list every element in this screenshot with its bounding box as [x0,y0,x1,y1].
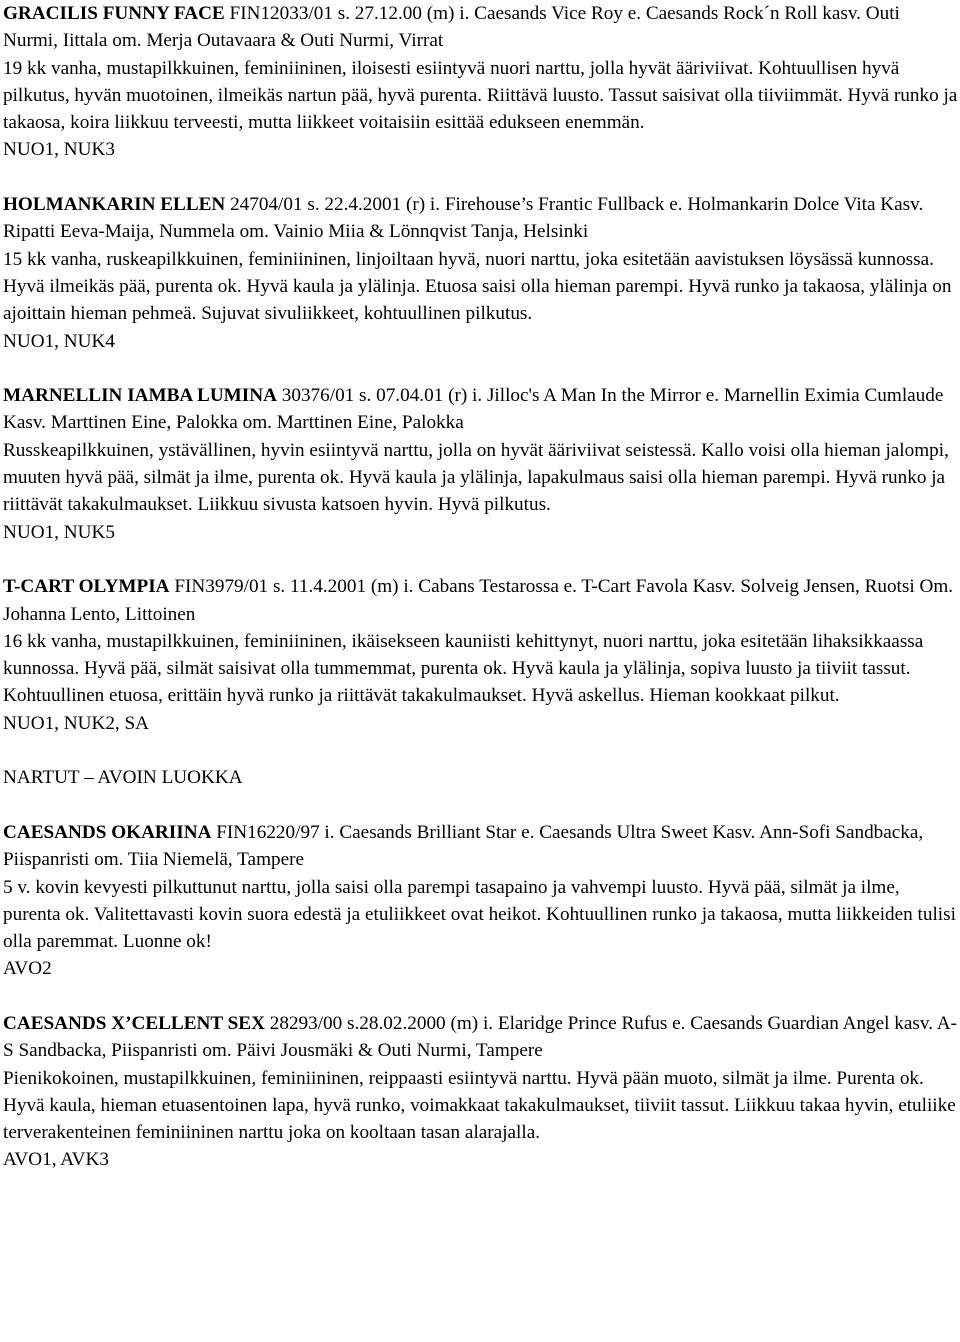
document-page [3,0,958,1174]
critique-text: 5 v. kovin kevyesti pilkuttunut narttu, jolla saisi olla parempi tasapaino ja vahvempi luusto. Hyvä pää, silmät ja ilme, purenta ok. Valitettavasti kovin suora edestä ja etuliikkeet ovat heikot. Kohtuullinen runko ja takaosa, mutta liikkeiden tulisi olla paremmat. Luonne ok! [3,876,956,953]
entry-gracilis-funny-face [3,0,958,164]
dog-info: FIN12033/01 s. 27.12.00 (m) i. Caesands Vice Roy e. Caesands Rock´n Roll kasv. Outi Nurmi, Iittala om. Merja Outavaara & Outi Nurmi, Virrat [3,3,900,52]
result-text: AVO2 [3,958,52,980]
spacer [3,355,958,382]
dog-name: HOLMANKARIN ELLEN [3,194,226,216]
critique-text: 19 kk vanha, mustapilkkuinen, feminiininen, iloisesti esiintyvä nuori narttu, jolla hyvät ääriviivat. Kohtuullisen hyvä pilkutus, hyvän muotoinen, ilmeikäs nartun pää, hyvä purenta. Riittävä luusto. Tassut saisivat olla tiiviimmät. Hyvä runko ja takaosa, koira liikkuu terveesti, mutta liikkeet voitaisiin esittää edukseen enemmän. [3,57,958,134]
dog-name: MARNELLIN IAMBA LUMINA [3,385,277,407]
entry-holmankarin-ellen [3,191,958,355]
result-text: NUO1, NUK5 [3,521,115,543]
critique-text: Russkeapilkkuinen, ystävällinen, hyvin esiintyvä narttu, jolla on hyvät ääriviivat seistessä. Kallo voisi olla hieman jalompi, muuten hyvä pää, silmät ja ilme, purenta ok. Hyvä kaula ja ylälinja, lapakulmaus saisi olla hieman parempi. Hyvä runko ja riittävät takakulmaukset. Liikkuu sivusta katsoen hyvin. Hyvä pilkutus. [3,439,949,516]
result-text: AVO1, AVK3 [3,1149,109,1171]
entry-t-cart-olympia [3,573,958,737]
dog-info: FIN16220/97 i. Caesands Brilliant Star e. Caesands Ultra Sweet Kasv. Ann-Sofi Sandbacka, Piispanristi om. Tiia Niemelä, Tampere [3,821,924,871]
dog-info: 30376/01 s. 07.04.01 (r) i. Jilloc's A Man In the Mirror e. Marnellin Eximia Cumlaude Kasv. Marttinen Eine, Palokka om. Marttinen Eine, Palokka [3,385,944,434]
entry-header [3,191,958,246]
dog-info: 28293/00 s.28.02.2000 (m) i. Elaridge Prince Rufus e. Caesands Guardian Angel kasv. A-S Sandbacka, Piispanristi om. Päivi Jousmäki & Outi Nurmi, Tampere [3,1012,958,1062]
dog-info: 24704/01 s. 22.4.2001 (r) i. Firehouse’s Frantic Fullback e. Holmankarin Dolce Vita Kasv. Ripatti Eeva-Maija, Nummela om. Vainio Miia & Lönnqvist Tanja, Helsinki [3,194,924,243]
spacer [3,164,958,191]
result-text: NUO1, NUK2, SA [3,712,150,734]
result-text: NUO1, NUK4 [3,330,115,352]
entry-header [3,0,958,55]
spacer [3,983,958,1010]
critique-text: 16 kk vanha, mustapilkkuinen, feminiininen, ikäisekseen kauniisti kehittynyt, nuori narttu, joka esitetään lihaksikkaassa kunnossa. Hyvä pää, silmät saisivat olla tummemmat, purenta ok. Hyvä kaula ja ylälinja, sopiva luusto ja tiiviit tassut. Kohtuullinen etuosa, erittäin hyvä runko ja riittävät takakulmaukset. Hyvä askellus. Hieman kookkaat pilkut. [3,630,924,707]
result-text: NUO1, NUK3 [3,139,115,161]
critique-text: Pienikokoinen, mustapilkkuinen, feminiininen, reippaasti esiintyvä narttu. Hyvä pään muoto, silmät ja ilme. Purenta ok. Hyvä kaula, hieman etuasentoinen lapa, hyvä runko, voimakkaat takakulmaukset, tiiviit tassut. Liikkuu takaa hyvin, etuliike terverakenteinen feminiininen narttu joka on kooltaan tasan alarajalla. [3,1067,956,1144]
critique-text: 15 kk vanha, ruskeapilkkuinen, feminiininen, linjoiltaan hyvä, nuori narttu, joka esitetään aavistuksen löysässä kunnossa. Hyvä ilmeikäs pää, purenta ok. Hyvä kaula ja ylälinja. Etuosa saisi olla hieman parempi. Hyvä runko ja takaosa, ylälinja on ajoittain hieman pehmeä. Sujuvat sivuliikkeet, kohtuullinen pilkutus. [3,248,952,325]
class-heading: NARTUT – AVOIN LUOKKA [3,767,243,789]
dog-name: CAESANDS X’CELLENT SEX [3,1012,265,1034]
spacer [3,792,958,819]
spacer [3,546,958,573]
dog-name: CAESANDS OKARIINA [3,821,212,843]
dog-info: FIN3979/01 s. 11.4.2001 (m) i. Cabans Testarossa e. T-Cart Favola Kasv. Solveig Jensen, Ruotsi Om. Johanna Lento, Littoinen [3,576,954,625]
entry-header [3,382,958,437]
dog-name: GRACILIS FUNNY FACE [3,3,225,24]
entry-caesands-xcellent-sex [3,1010,958,1174]
spacer [3,737,958,764]
entry-header [3,819,958,874]
entry-caesands-okariina [3,819,958,983]
entry-header [3,573,958,628]
entry-marnellin-iamba-lumina [3,382,958,546]
entry-header [3,1010,958,1065]
dog-name: T-CART OLYMPIA [3,576,170,598]
